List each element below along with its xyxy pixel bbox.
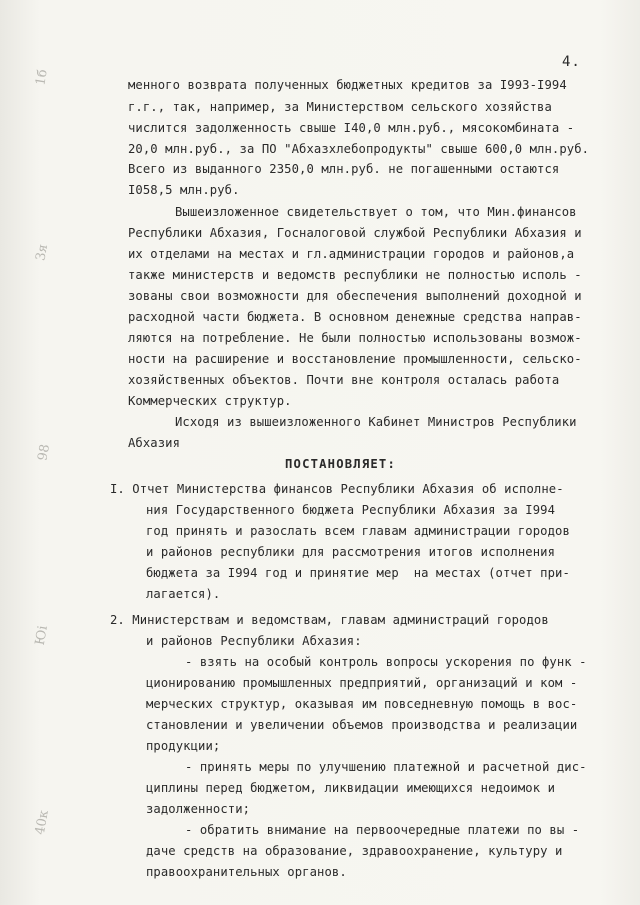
text-line: правоохранительных органов. bbox=[146, 865, 347, 879]
text-line: задолженности; bbox=[146, 802, 251, 816]
text-line: мерческих структур, оказывая им повседневную помощь в вос- bbox=[146, 697, 578, 711]
text-line: I058,5 млн.руб. bbox=[128, 183, 240, 197]
margin-mark: Юі bbox=[32, 624, 51, 647]
text-line: хозяйственных объектов. Почти вне контроля осталась работа bbox=[128, 373, 560, 387]
text-line: циплины перед бюджетом, ликвидации имеющихся недоимок и bbox=[146, 781, 556, 795]
text-line: бюджета за I994 год и принятие мер на местах (отчет при- bbox=[146, 566, 570, 580]
text-line: Вышеизложенное свидетельствует о том, что Мин.финансов bbox=[175, 205, 577, 219]
text-line: Коммерческих структур. bbox=[128, 394, 292, 408]
text-line: ляются на потребление. Не были полностью использованы возмож- bbox=[128, 331, 582, 345]
text-line: и районов республики для рассмотрения итогов исполнения bbox=[146, 545, 556, 559]
text-line: менного возврата полученных бюджетных кредитов за I993-I994 bbox=[128, 78, 567, 92]
text-line: I. Отчет Министерства финансов Республики Абхазия об исполне- bbox=[110, 482, 564, 496]
text-line: Абхазия bbox=[128, 436, 181, 450]
decree-heading: ПОСТАНОВЛЯЕТ: bbox=[285, 457, 396, 471]
margin-mark: 3я bbox=[33, 243, 52, 262]
page-number: 4. bbox=[562, 54, 581, 70]
text-line: зованы свои возможности для обеспечения выполнений доходной и bbox=[128, 289, 582, 303]
text-line: год принять и разослать всем главам администрации городов bbox=[146, 524, 570, 538]
text-line: продукции; bbox=[146, 739, 221, 753]
text-line: 2. Министерствам и ведомствам, главам администраций городов bbox=[110, 613, 549, 627]
margin-mark: 40к bbox=[32, 809, 52, 836]
text-line: Республики Абхазия, Госналоговой службой Республики Абхазия и bbox=[128, 226, 582, 240]
text-line: становлении и увеличении объемов производства и реализации bbox=[146, 718, 578, 732]
text-line: - взять на особый контроль вопросы ускорения по функ - bbox=[185, 655, 587, 669]
margin-mark: 1б bbox=[33, 68, 51, 87]
text-line: Исходя из вышеизложенного Кабинет Министров Республики bbox=[175, 415, 577, 429]
text-line: Всего из выданного 2350,0 млн.руб. не погашенными остаются bbox=[128, 162, 560, 176]
text-line: и районов Республики Абхазия: bbox=[146, 634, 362, 648]
text-line: числится задолженность свыше I40,0 млн.руб., мясокомбината - bbox=[128, 121, 575, 135]
text-line: ния Государственного бюджета Республики Абхазия за I994 bbox=[146, 503, 556, 517]
text-line: их отделами на местах и гл.администрации городов и районов,а bbox=[128, 247, 575, 261]
text-line: даче средств на образование, здравоохранение, культуру и bbox=[146, 844, 563, 858]
margin-mark: 98 bbox=[35, 443, 54, 462]
text-line: расходной части бюджета. В основном денежные средства направ- bbox=[128, 310, 582, 324]
text-line: - принять меры по улучшению платежной и расчетной дис- bbox=[185, 760, 587, 774]
text-line: ности на расширение и восстановление промышленности, сельско- bbox=[128, 352, 582, 366]
text-line: - обратить внимание на первоочередные платежи по вы - bbox=[185, 823, 580, 837]
text-line: 20,0 млн.руб., за ПО "Абхазхлебопродукты" свыше 600,0 млн.руб. bbox=[128, 142, 590, 156]
text-line: г.г., так, например, за Министерством сельского хозяйства bbox=[128, 100, 552, 114]
text-line: лагается). bbox=[146, 587, 221, 601]
text-line: также министерств и ведомств республики не полностью исполь - bbox=[128, 268, 582, 282]
text-line: ционированию промышленных предприятий, организаций и ком - bbox=[146, 676, 578, 690]
